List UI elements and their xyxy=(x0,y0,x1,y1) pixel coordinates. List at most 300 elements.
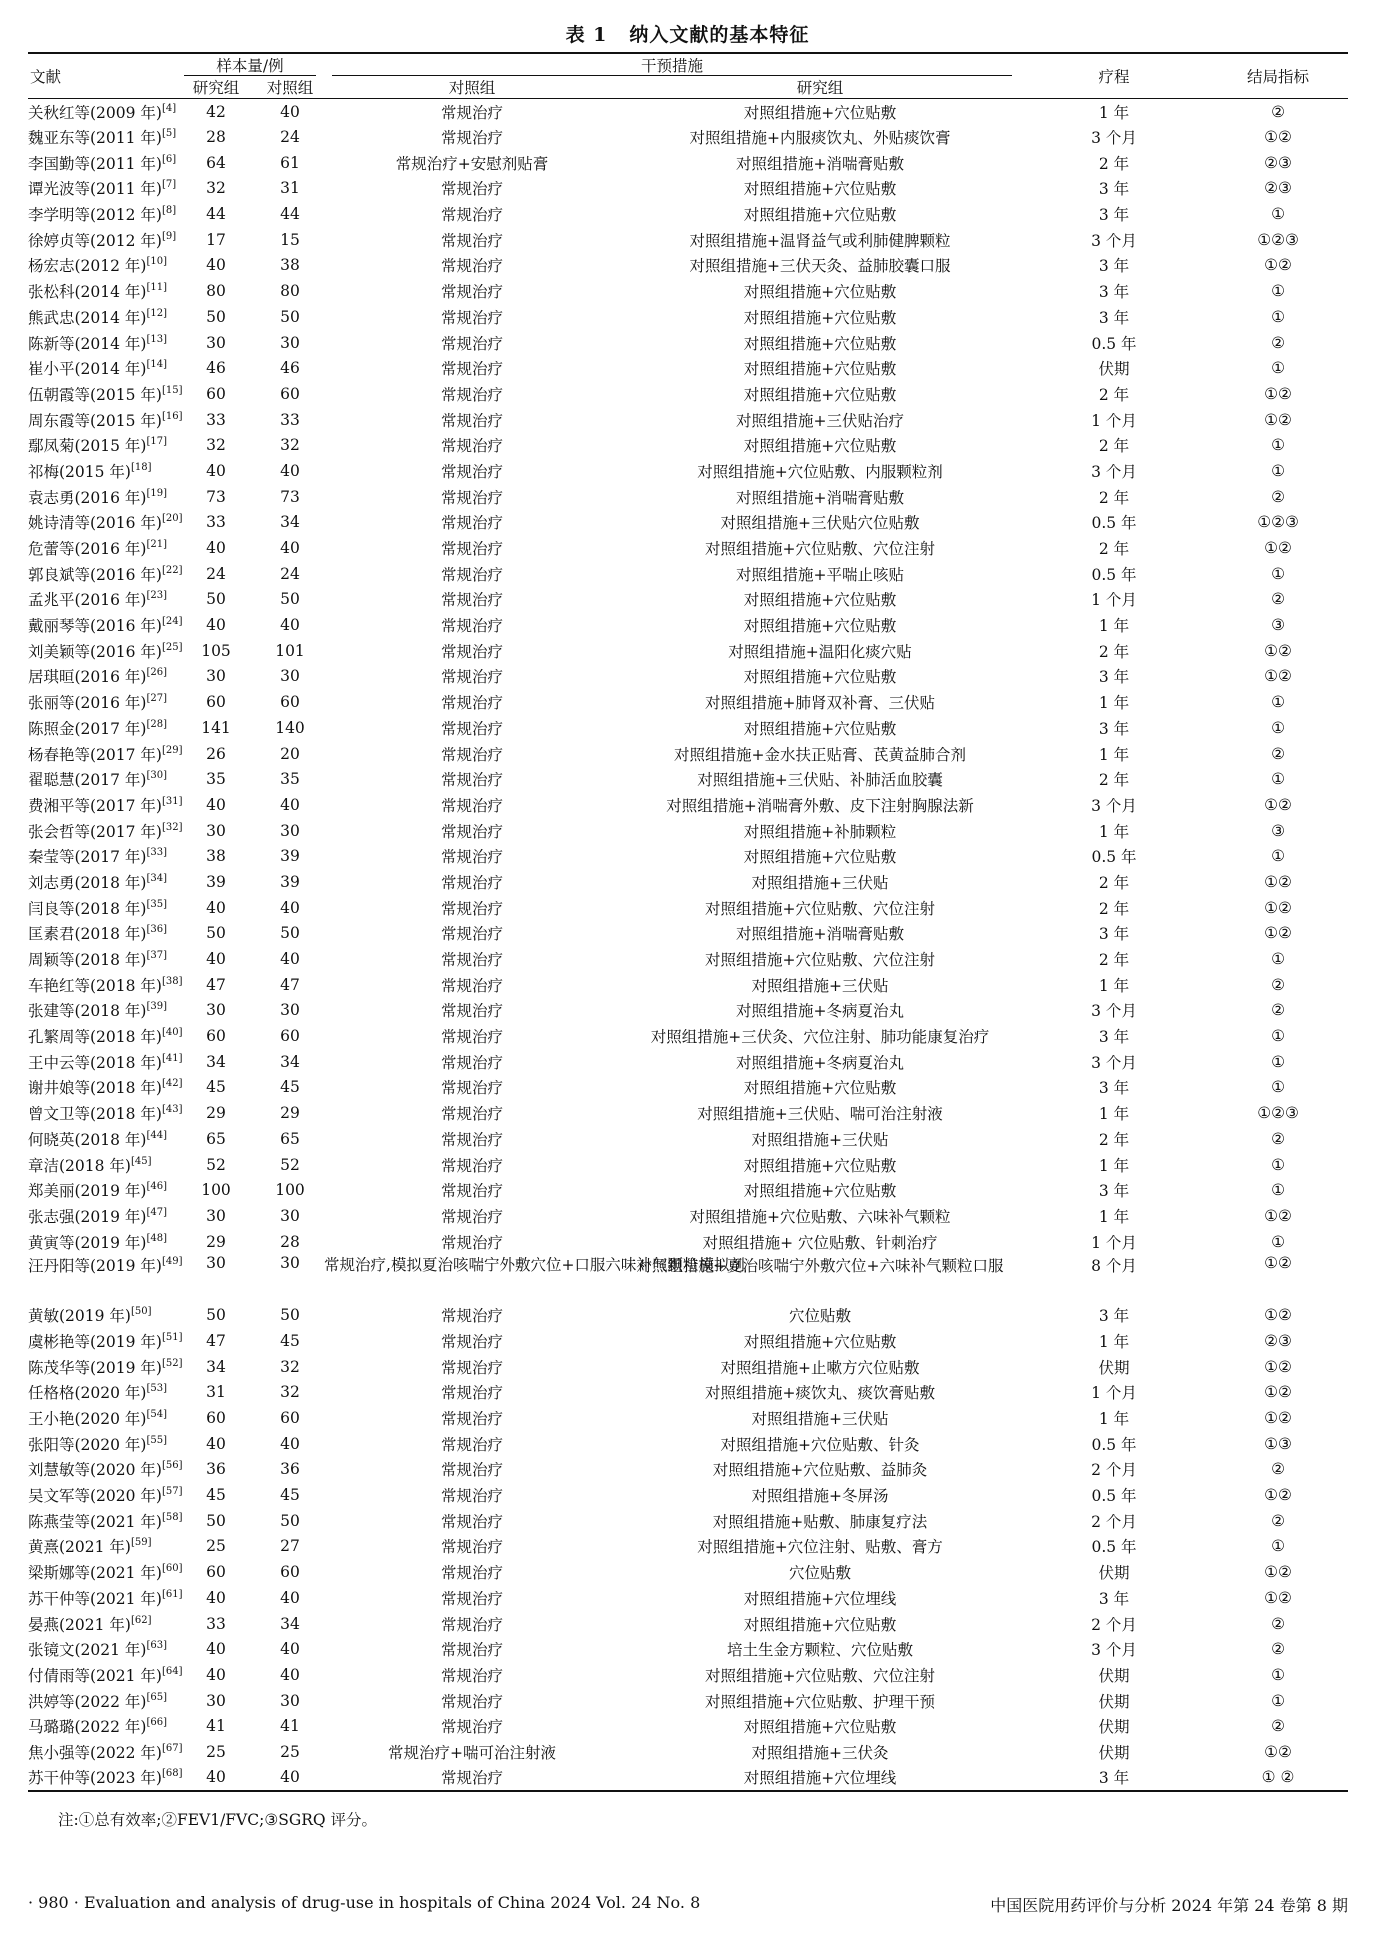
cell-n-treatment: 40 xyxy=(206,616,226,635)
cell-control-measure: 常规治疗 xyxy=(441,1233,504,1252)
citation-number: [5] xyxy=(161,128,177,140)
cell-n-treatment: 40 xyxy=(206,950,226,969)
cell-duration: 2 年 xyxy=(1098,899,1130,918)
cell-treatment-measure: 对照组措施+穴位贴敷 xyxy=(743,1079,897,1098)
cell-reference xyxy=(28,484,176,510)
cell-outcome: ①② xyxy=(1264,1409,1292,1428)
cell-treatment-measure: 对照组措施+痰饮丸、痰饮膏贴敷 xyxy=(705,1384,936,1403)
cell-duration: 0.5 年 xyxy=(1091,334,1137,353)
table-row xyxy=(28,1585,1348,1611)
cell-duration: 1 个月 xyxy=(1091,1384,1137,1403)
cell-duration: 3 年 xyxy=(1098,206,1130,225)
cell-n-treatment: 141 xyxy=(201,718,231,737)
cell-duration: 3 年 xyxy=(1098,925,1130,944)
cell-duration: 0.5 年 xyxy=(1091,514,1137,533)
cell-n-treatment: 39 xyxy=(206,872,226,891)
cell-treatment-measure: 对照组措施+穴位贴敷 xyxy=(743,180,897,199)
cell-n-treatment: 40 xyxy=(206,1665,226,1684)
cell-n-control: 46 xyxy=(280,359,300,378)
cell-control-measure: 常规治疗 xyxy=(441,873,504,892)
cell-treatment-measure: 对照组措施+三伏贴 xyxy=(751,976,889,995)
citation-number: [43] xyxy=(161,1104,183,1116)
cell-reference xyxy=(28,1177,176,1203)
citation-number: [12] xyxy=(146,307,167,319)
cell-n-control: 24 xyxy=(280,128,300,147)
cell-control-measure: 常规治疗 xyxy=(441,308,504,327)
table-row xyxy=(28,176,1348,202)
citation-number: [29] xyxy=(161,744,183,756)
cell-outcome: ②③ xyxy=(1264,1331,1292,1350)
citation-number: [56] xyxy=(161,1460,183,1472)
cell-outcome: ① xyxy=(1271,1232,1285,1251)
cell-control-measure: 常规治疗 xyxy=(441,1358,504,1377)
table-body xyxy=(28,99,1348,1791)
cell-n-control: 100 xyxy=(275,1181,305,1200)
cell-control-measure: 常规治疗 xyxy=(441,411,504,430)
table-row xyxy=(28,1611,1348,1637)
author-year: 闫良等(2018 年) xyxy=(28,899,147,918)
cell-duration: 3 个月 xyxy=(1091,1641,1137,1660)
cell-control-measure: 常规治疗 xyxy=(441,848,504,867)
cell-control-measure: 常规治疗 xyxy=(441,591,504,610)
cell-control-measure: 常规治疗 xyxy=(441,1487,504,1506)
table-caption: 纳入文献的基本特征 xyxy=(629,24,810,46)
cell-reference xyxy=(28,1636,176,1662)
citation-number: [16] xyxy=(161,410,183,422)
cell-treatment-measure: 对照组措施+三伏灸、穴位注射、肺功能康复治疗 xyxy=(650,1028,990,1047)
cell-duration: 2 年 xyxy=(1098,771,1130,790)
cell-treatment-measure: 对照组措施+穴位贴敷 xyxy=(743,617,897,636)
cell-n-treatment: 80 xyxy=(206,282,226,301)
author-year: 杨春艳等(2017 年) xyxy=(28,745,162,764)
cell-n-treatment: 24 xyxy=(206,564,226,583)
cell-n-treatment: 40 xyxy=(206,256,226,275)
author-year: 关秋红等(2009 年) xyxy=(28,103,162,122)
cell-n-control: 39 xyxy=(280,847,300,866)
cell-outcome: ①② xyxy=(1264,1206,1292,1225)
citation-number: [64] xyxy=(161,1665,183,1677)
citation-number: [14] xyxy=(146,359,167,371)
table-row xyxy=(28,843,1348,869)
cell-control-measure: 常规治疗 xyxy=(441,719,504,738)
cell-treatment-measure: 对照组措施+温肾益气或利肺健脾颗粒 xyxy=(689,231,951,250)
table-row xyxy=(28,741,1348,767)
table-row xyxy=(28,1023,1348,1049)
cell-outcome: ①② xyxy=(1264,1254,1292,1273)
cell-outcome: ① xyxy=(1271,282,1285,301)
author-year: 汪丹阳等(2019 年) xyxy=(28,1257,162,1276)
cell-n-control: 32 xyxy=(280,1383,300,1402)
cell-n-control: 36 xyxy=(280,1460,300,1479)
cell-n-control: 60 xyxy=(280,1027,300,1046)
table-row xyxy=(28,535,1348,561)
cell-control-measure: 常规治疗 xyxy=(441,1641,504,1660)
cell-outcome: ①② xyxy=(1264,667,1292,686)
cell-reference xyxy=(28,1328,183,1354)
cell-n-treatment: 30 xyxy=(206,1254,226,1273)
table-row xyxy=(28,1508,1348,1534)
cell-reference xyxy=(28,1482,183,1508)
cell-control-measure: 常规治疗 xyxy=(441,206,504,225)
cell-duration: 3 个月 xyxy=(1091,1053,1137,1072)
cell-reference xyxy=(28,99,176,125)
cell-n-control: 40 xyxy=(280,950,300,969)
cell-n-treatment: 60 xyxy=(206,693,226,712)
cell-treatment-measure: 对照组措施+穴位埋线 xyxy=(620,1765,1020,1791)
cell-duration: 3 年 xyxy=(1098,308,1130,327)
table-row xyxy=(28,484,1348,510)
cell-duration: 0.5 年 xyxy=(1091,848,1137,867)
table-row xyxy=(28,124,1348,150)
cell-outcome: ② xyxy=(1271,1717,1285,1736)
cell-reference xyxy=(28,458,176,484)
cell-outcome: ① xyxy=(1271,847,1285,866)
citation-number: [34] xyxy=(146,872,167,884)
cell-treatment-measure: 对照组措施+消喘膏外敷、皮下注射胸腺法新 xyxy=(666,796,974,815)
cell-n-treatment: 40 xyxy=(206,795,226,814)
cell-duration: 伏期 xyxy=(1098,1692,1130,1711)
cell-outcome: ①②③ xyxy=(1257,513,1299,532)
cell-n-treatment: 52 xyxy=(206,1155,226,1174)
cell-n-control: 50 xyxy=(280,590,300,609)
cell-reference xyxy=(28,561,183,587)
cell-outcome: ① xyxy=(1271,1691,1285,1710)
cell-treatment-measure: 对照组措施+穴位贴敷、护理干预 xyxy=(705,1692,936,1711)
cell-duration: 2 个月 xyxy=(1091,1512,1137,1531)
author-year: 伍朝霞等(2015 年) xyxy=(28,385,162,404)
author-year: 何晓英(2018 年) xyxy=(28,1130,147,1149)
cell-outcome: ② xyxy=(1271,1511,1285,1530)
cell-duration: 3 年 xyxy=(1098,1028,1130,1047)
cell-n-treatment: 25 xyxy=(206,1742,226,1761)
cell-duration: 3 个月 xyxy=(1091,462,1137,481)
cell-n-treatment: 31 xyxy=(206,1383,226,1402)
cell-control-measure: 常规治疗 xyxy=(441,565,504,584)
cell-n-control: 39 xyxy=(280,872,300,891)
author-year: 刘美颖等(2016 年) xyxy=(28,642,162,661)
cell-n-control: 40 xyxy=(280,102,300,121)
cell-duration: 3 年 xyxy=(1098,1182,1130,1201)
cell-n-control: 27 xyxy=(280,1537,300,1556)
cell-reference xyxy=(28,201,176,227)
cell-control-measure: 常规治疗 xyxy=(441,771,504,790)
cell-n-control: 40 xyxy=(280,539,300,558)
author-year: 周东霞等(2015 年) xyxy=(28,411,162,430)
author-year: 谭光波等(2011 年) xyxy=(28,180,162,199)
table-row xyxy=(28,1229,1348,1255)
citation-number: [63] xyxy=(146,1640,167,1652)
cell-reference xyxy=(28,1354,183,1380)
cell-control-measure: 常规治疗 xyxy=(441,899,504,918)
table-row xyxy=(28,1662,1348,1688)
cell-reference xyxy=(28,1075,183,1101)
cell-n-treatment: 33 xyxy=(206,1614,226,1633)
cell-duration: 2 年 xyxy=(1098,488,1130,507)
cell-control-measure: 常规治疗 xyxy=(441,1207,504,1226)
cell-reference xyxy=(28,1688,176,1714)
table-note: 注:①总有效率;②FEV1/FVC;③SGRQ 评分。 xyxy=(58,1811,378,1829)
cell-outcome: ② xyxy=(1271,487,1285,506)
citation-number: [55] xyxy=(146,1434,167,1446)
table-row xyxy=(28,1100,1348,1126)
cell-treatment-measure: 对照组措施+穴位贴敷 xyxy=(743,1332,897,1351)
cell-treatment-measure: 对照组措施+消喘膏贴敷 xyxy=(736,154,905,173)
cell-treatment-measure: 对照组措施+三伏贴、喘可治注射液 xyxy=(697,1105,943,1124)
cell-n-control: 29 xyxy=(280,1104,300,1123)
cell-control-measure: 常规治疗 xyxy=(441,360,504,379)
cell-duration: 3 年 xyxy=(1098,1079,1130,1098)
cell-control-measure: 常规治疗 xyxy=(441,257,504,276)
footer-journal-en: · 980 · Evaluation and analysis of drug-use in hospitals of China 2024 Vol. 24 No. 8 xyxy=(28,1893,701,1912)
cell-duration: 0.5 年 xyxy=(1091,1487,1137,1506)
cell-outcome: ① xyxy=(1271,693,1285,712)
citation-number: [25] xyxy=(161,641,183,653)
cell-outcome: ①② xyxy=(1264,1306,1292,1325)
cell-reference xyxy=(28,1152,176,1178)
cell-outcome: ①② xyxy=(1264,128,1292,147)
cell-n-control: 45 xyxy=(280,1486,300,1505)
header-sample-treatment: 研究组 xyxy=(176,76,256,99)
cell-duration: 1 年 xyxy=(1098,103,1130,122)
cell-duration: 3 年 xyxy=(1098,1589,1130,1608)
cell-n-treatment: 33 xyxy=(206,513,226,532)
cell-control-measure: 常规治疗 xyxy=(441,1615,504,1634)
cell-treatment-measure: 对照组措施+穴位贴敷 xyxy=(743,437,897,456)
author-year: 谢井娘等(2018 年) xyxy=(28,1079,162,1098)
cell-n-treatment: 44 xyxy=(206,205,226,224)
citation-number: [51] xyxy=(161,1331,183,1343)
cell-duration: 伏期 xyxy=(1098,1666,1130,1685)
author-year: 周颖等(2018 年) xyxy=(28,951,147,970)
cell-outcome: ① xyxy=(1271,1181,1285,1200)
cell-treatment-measure: 对照组措施+平喘止咳贴 xyxy=(736,565,905,584)
author-year: 杨宏志(2012 年) xyxy=(28,257,147,276)
cell-treatment-measure: 对照组措施+贴敷、肺康复疗法 xyxy=(712,1512,928,1531)
cell-treatment-measure: 对照组措施+肺肾双补膏、三伏贴 xyxy=(705,694,936,713)
cell-n-treatment: 34 xyxy=(206,1052,226,1071)
citation-number: [36] xyxy=(146,924,167,936)
cell-outcome: ①② xyxy=(1264,898,1292,917)
citation-number: [22] xyxy=(161,564,183,576)
citation-number: [53] xyxy=(146,1383,167,1395)
cell-outcome: ①② xyxy=(1264,1588,1292,1607)
cell-treatment-measure: 培土生金方颗粒、穴位贴敷 xyxy=(727,1641,914,1660)
cell-treatment-measure: 对照组措施+金水扶正贴膏、芪黄益肺合剂 xyxy=(674,745,967,764)
author-year: 付倩雨等(2021 年) xyxy=(28,1666,162,1685)
cell-outcome: ① xyxy=(1271,1078,1285,1097)
cell-duration: 1 年 xyxy=(1098,745,1130,764)
table-row xyxy=(28,1534,1348,1560)
author-year: 张会哲等(2017 年) xyxy=(28,822,162,841)
cell-reference xyxy=(28,1431,176,1457)
cell-treatment-measure: 对照组措施+穴位贴敷 xyxy=(743,206,897,225)
cell-treatment-measure: 穴位贴敷 xyxy=(789,1307,852,1326)
cell-reference xyxy=(28,638,183,664)
cell-treatment-measure: 对照组措施+冬病夏治丸 xyxy=(736,1053,905,1072)
cell-n-control: 35 xyxy=(280,770,300,789)
cell-n-control: 140 xyxy=(275,718,305,737)
cell-control-measure: 常规治疗 xyxy=(441,1105,504,1124)
cell-n-treatment: 40 xyxy=(176,1765,256,1791)
cell-n-treatment: 40 xyxy=(206,461,226,480)
cell-n-treatment: 45 xyxy=(206,1486,226,1505)
cell-outcome: ① xyxy=(1271,436,1285,455)
cell-n-control: 61 xyxy=(280,153,300,172)
citation-number: [58] xyxy=(161,1511,183,1523)
citation-number: [7] xyxy=(161,179,177,191)
cell-n-treatment: 40 xyxy=(206,1640,226,1659)
cell-treatment-measure: 对照组措施+穴位贴敷 xyxy=(743,103,897,122)
cell-duration: 2 年 xyxy=(1098,385,1130,404)
cell-control-measure: 常规治疗+喘可治注射液 xyxy=(388,1743,557,1762)
cell-control-measure: 常规治疗 xyxy=(441,668,504,687)
table-row xyxy=(28,1302,1348,1328)
cell-outcome: ① xyxy=(1271,718,1285,737)
cell-duration: 3 年 xyxy=(1098,719,1130,738)
author-year: 戴丽琴等(2016 年) xyxy=(28,617,162,636)
cell-outcome: ① xyxy=(1271,307,1285,326)
table-row xyxy=(28,638,1348,664)
author-year: 刘志勇(2018 年) xyxy=(28,873,147,892)
cell-outcome: ② xyxy=(1271,1640,1285,1659)
cell-reference xyxy=(28,921,176,947)
cell-outcome: ② xyxy=(1271,1614,1285,1633)
cell-outcome: ②③ xyxy=(1264,179,1292,198)
cell-reference xyxy=(28,715,176,741)
cell-control-measure: 常规治疗 xyxy=(441,976,504,995)
cell-outcome: ①②③ xyxy=(1257,230,1299,249)
cell-reference xyxy=(28,689,176,715)
cell-n-treatment: 60 xyxy=(206,1563,226,1582)
footer-journal-cn: 中国医院用药评价与分析 2024 年第 24 卷第 8 期 xyxy=(990,1896,1348,1915)
cell-reference xyxy=(28,998,176,1024)
cell-treatment-measure: 对照组措施+穴位贴敷 xyxy=(743,385,897,404)
cell-outcome: ①② xyxy=(1264,1563,1292,1582)
cell-treatment-measure: 对照组措施+穴位贴敷 xyxy=(743,1718,897,1737)
cell-outcome: ① ② xyxy=(1208,1765,1348,1791)
author-year: 马璐璐(2022 年) xyxy=(28,1718,147,1737)
cell-n-control: 30 xyxy=(280,1206,300,1225)
citation-number: [40] xyxy=(161,1027,183,1039)
cell-treatment-measure: 对照组措施+穴位贴敷 xyxy=(743,668,897,687)
table-row xyxy=(28,458,1348,484)
cell-outcome: ② xyxy=(1271,590,1285,609)
author-year: 黄寅等(2019 年) xyxy=(28,1233,147,1252)
cell-duration: 1 年 xyxy=(1098,694,1130,713)
cell-n-treatment: 17 xyxy=(206,230,226,249)
author-year: 张镜文(2021 年) xyxy=(28,1641,147,1660)
cell-n-control: 34 xyxy=(280,1052,300,1071)
cell-reference xyxy=(28,895,176,921)
author-year: 晏燕(2021 年) xyxy=(28,1615,131,1634)
cell-outcome: ①② xyxy=(1264,795,1292,814)
cell-reference xyxy=(28,1765,183,1791)
table-row xyxy=(28,330,1348,356)
cell-reference xyxy=(28,304,176,330)
cell-duration: 1 年 xyxy=(1098,1332,1130,1351)
cell-n-treatment: 28 xyxy=(206,128,226,147)
citation-number: [39] xyxy=(146,1001,167,1013)
citation-number: [60] xyxy=(161,1563,183,1575)
author-year: 徐婷贞等(2012 年) xyxy=(28,231,162,250)
citation-number: [32] xyxy=(161,821,183,833)
table-row xyxy=(28,253,1348,279)
cell-n-control: 30 xyxy=(280,1691,300,1710)
cell-treatment-measure: 对照组措施+三伏灸 xyxy=(751,1743,889,1762)
cell-control-measure: 常规治疗+安慰剂贴膏 xyxy=(395,154,549,173)
author-year: 张松科(2014 年) xyxy=(28,283,147,302)
cell-reference xyxy=(28,792,183,818)
citation-number: [23] xyxy=(146,590,167,602)
cell-treatment-measure: 对照组措施+三伏贴 xyxy=(751,873,889,892)
cell-n-control: 40 xyxy=(280,461,300,480)
cell-n-control: 45 xyxy=(280,1078,300,1097)
author-year: 梁斯娜等(2021 年) xyxy=(28,1564,162,1583)
cell-n-treatment: 100 xyxy=(201,1181,231,1200)
table-row xyxy=(28,1126,1348,1152)
cell-n-control: 30 xyxy=(280,333,300,352)
cell-outcome: ①② xyxy=(1264,384,1292,403)
cell-n-control: 32 xyxy=(280,436,300,455)
author-year: 姚诗清等(2016 年) xyxy=(28,514,162,533)
cell-n-control: 25 xyxy=(280,1742,300,1761)
table-row xyxy=(28,1765,1348,1791)
table-row xyxy=(28,612,1348,638)
table-row xyxy=(28,715,1348,741)
cell-n-treatment: 50 xyxy=(206,590,226,609)
cell-n-control: 33 xyxy=(280,410,300,429)
cell-control-measure: 常规治疗 xyxy=(441,129,504,148)
cell-n-treatment: 30 xyxy=(206,1001,226,1020)
cell-n-treatment: 60 xyxy=(206,1027,226,1046)
cell-treatment-measure: 对照组措施+三伏贴 xyxy=(751,1130,889,1149)
citation-number: [17] xyxy=(146,436,167,448)
cell-n-treatment: 50 xyxy=(206,1306,226,1325)
author-year: 吴文军等(2020 年) xyxy=(28,1487,162,1506)
cell-n-control: 52 xyxy=(280,1155,300,1174)
cell-n-treatment: 40 xyxy=(206,539,226,558)
cell-treatment-measure: 对照组措施+穴位贴敷 xyxy=(743,334,897,353)
cell-reference xyxy=(28,1302,176,1328)
cell-reference xyxy=(28,1508,183,1534)
cell-reference xyxy=(28,124,176,150)
cell-outcome: ① xyxy=(1271,1052,1285,1071)
cell-treatment-measure: 对照组措施+穴位贴敷、穴位注射 xyxy=(705,899,936,918)
author-year: 祁梅(2015 年) xyxy=(28,462,131,481)
citation-number: [61] xyxy=(161,1588,183,1600)
cell-duration: 伏期 xyxy=(1098,360,1130,379)
cell-reference xyxy=(28,176,176,202)
cell-reference xyxy=(28,1405,176,1431)
cell-control-measure: 常规治疗 xyxy=(441,1130,504,1149)
cell-n-treatment: 64 xyxy=(206,153,226,172)
cell-n-control: 40 xyxy=(256,1765,324,1791)
cell-n-control: 40 xyxy=(280,616,300,635)
author-year: 秦莹等(2017 年) xyxy=(28,848,147,867)
author-year: 翟聪慧(2017 年) xyxy=(28,771,147,790)
characteristics-table xyxy=(28,52,1348,1792)
cell-n-control: 101 xyxy=(275,641,305,660)
citation-number: [4] xyxy=(161,102,177,114)
cell-control-measure: 常规治疗 xyxy=(441,822,504,841)
cell-duration: 3 年 xyxy=(1098,180,1130,199)
author-year: 王小艳(2020 年) xyxy=(28,1410,147,1429)
cell-reference xyxy=(28,818,183,844)
cell-n-control: 20 xyxy=(280,744,300,763)
cell-duration: 3 年 xyxy=(1098,257,1130,276)
cell-outcome: ③ xyxy=(1271,821,1285,840)
cell-control-measure: 常规治疗 xyxy=(441,1053,504,1072)
